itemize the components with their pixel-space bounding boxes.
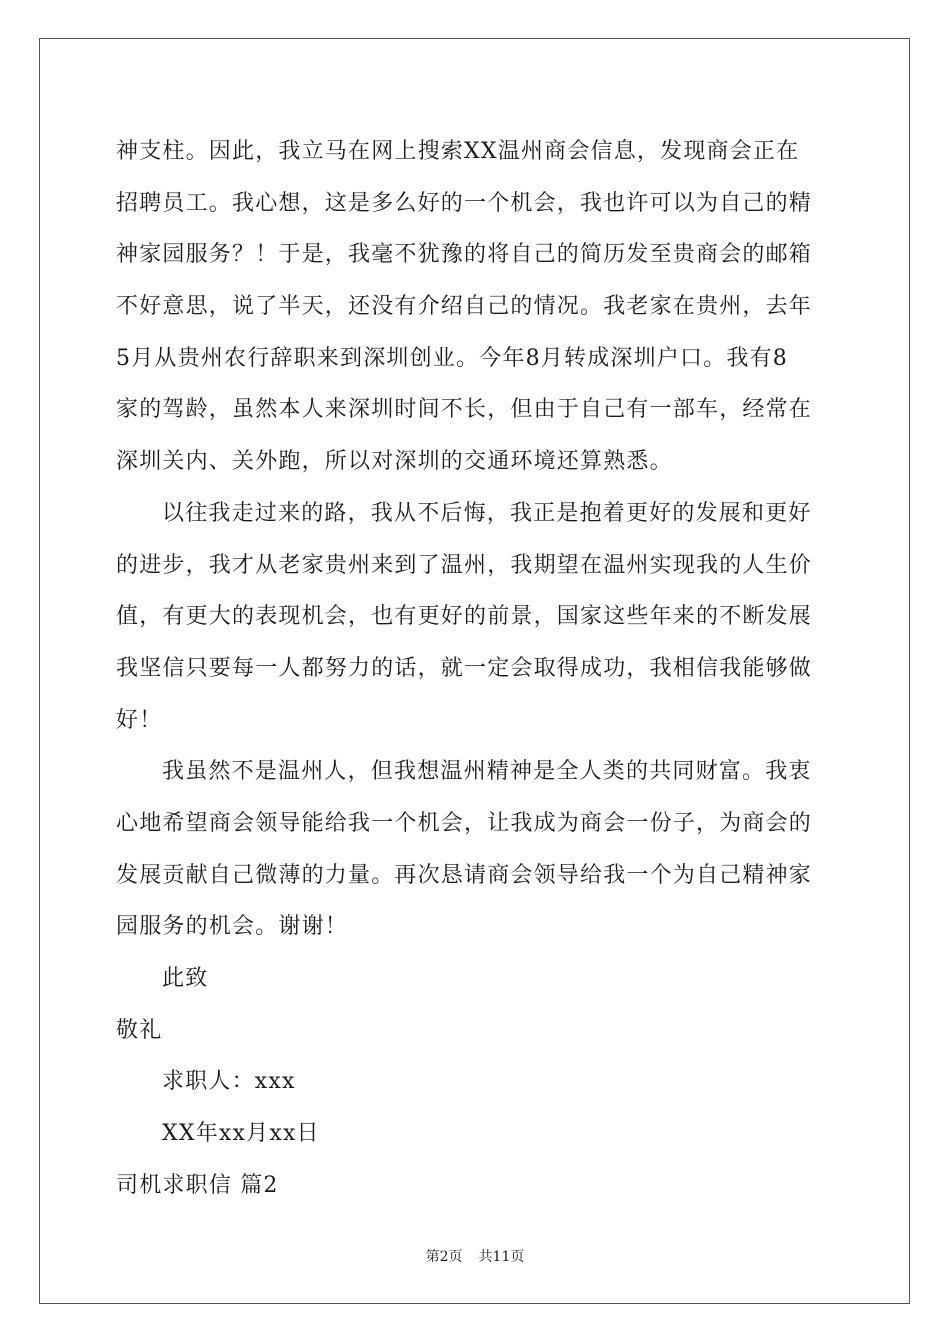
page-footer	[0, 1246, 950, 1266]
paragraph-start-line: 我虽然不是温州人，但我想温州精神是全人类的共同财富。我衷	[162, 759, 812, 785]
text-line: 我坚信只要每一人都努力的话，就一定会取得成功，我相信我能够做	[116, 655, 813, 681]
closing-salutation: 此致	[162, 966, 209, 991]
text-line: 园服务的机会。谢谢！	[116, 914, 349, 940]
letter-date: XX年xx月xx日	[162, 1121, 320, 1147]
applicant-signature: 求职人：xxx	[162, 1069, 296, 1095]
text-line: 发展贡献自己微薄的力量。再次恳请商会领导给我一个为自己精神家	[116, 862, 813, 888]
closing-regards: 敬礼	[116, 1017, 163, 1043]
text-line: 好！	[116, 707, 163, 733]
text-line: 神支柱。因此，我立马在网上搜索XX温州商会信息，发现商会正在	[116, 139, 800, 164]
text-line: 心地希望商会领导能给我一个机会，让我成为商会一份子，为商会的	[116, 810, 813, 836]
text-line: 的进步，我才从老家贵州来到了温州，我期望在温州实现我的人生价	[116, 552, 813, 578]
document-body	[116, 126, 836, 1211]
page-number: 第2页	[425, 1249, 463, 1265]
text-line: 招聘员工。我心想，这是多么好的一个机会，我也许可以为自己的精	[116, 190, 813, 216]
section-heading: 司机求职信 篇2	[116, 1172, 279, 1198]
page-total: 共11页	[478, 1249, 525, 1265]
text-line: 家的驾龄，虽然本人来深圳时间不长，但由于自己有一部车，经常在	[116, 397, 813, 423]
text-line: 神家园服务？！于是，我毫不犹豫的将自己的简历发至贵商会的邮箱	[116, 242, 813, 268]
text-line: 不好意思，说了半天，还没有介绍自己的情况。我老家在贵州，去年	[116, 294, 813, 320]
text-line: 5月从贵州农行辞职来到深圳创业。今年8月转成深圳户口。我有8	[116, 345, 788, 371]
text-line: 深圳关内、关外跑，所以对深圳的交通环境还算熟悉。	[116, 449, 673, 475]
text-line: 值，有更大的表现机会，也有更好的前景，国家这些年来的不断发展	[116, 604, 813, 630]
paragraph-start-line: 以往我走过来的路，我从不后悔，我正是抱着更好的发展和更好	[162, 500, 812, 526]
